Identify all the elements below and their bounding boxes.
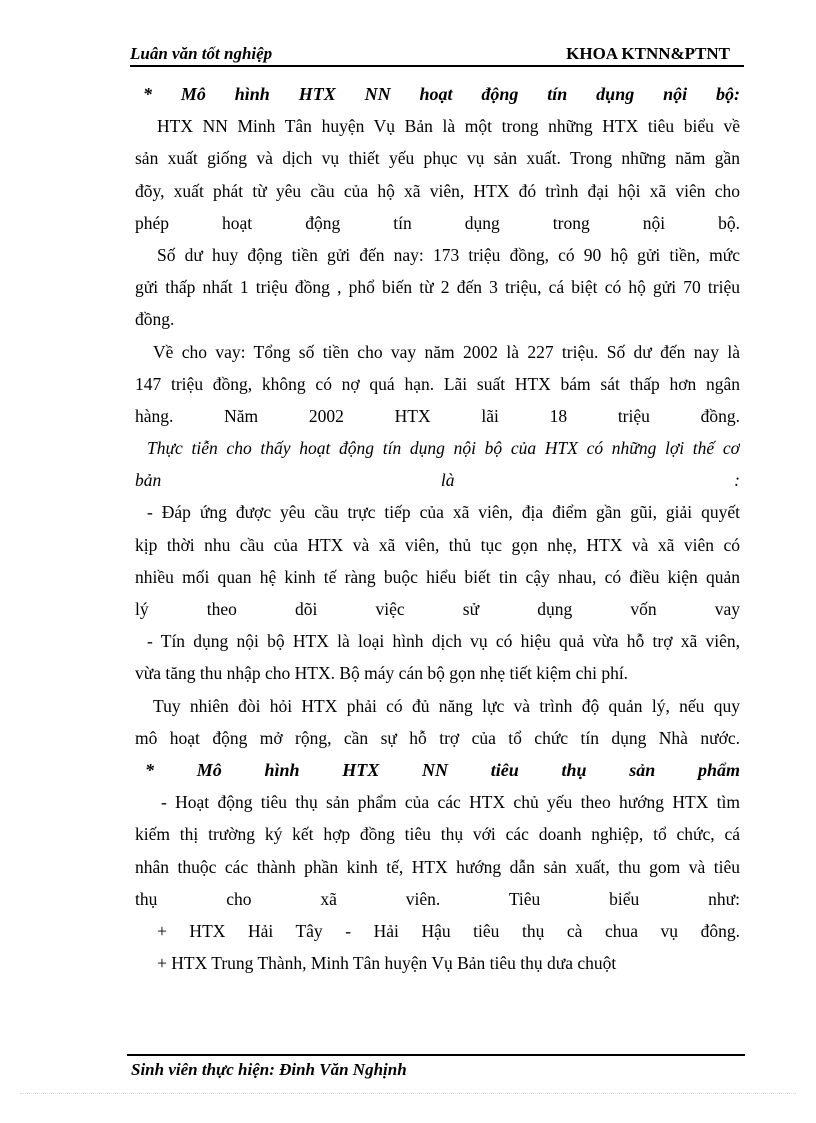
text-line: nhân thuộc các thành phần kinh tế, HTX hướng dẫn sản xuất, thu gom và tiêu [135, 856, 740, 877]
text-line: đồng. [135, 309, 175, 330]
section-heading: * Mô hình HTX NN hoạt động tín dụng nội bộ: [143, 84, 740, 104]
text-line: phép hoạt động tín dụng trong nội bộ. [135, 212, 740, 233]
header-faculty: KHOA KTNN&PTNT [566, 44, 730, 63]
text-line: - Hoạt động tiêu thụ sản phẩm của các HTX chủ yếu theo hướng HTX tìm [161, 792, 740, 813]
text-line: + HTX Trung Thành, Minh Tân huyện Vụ Bản tiêu thụ dưa chuột [157, 953, 617, 974]
header-rule [130, 65, 744, 67]
text-line: lý theo dõi việc sử dụng vốn vay [135, 599, 740, 619]
page-header [130, 44, 744, 64]
text-line: kiếm thị trường ký kết hợp đồng tiêu thụ với các doanh nghiệp, tổ chức, cá [135, 824, 740, 845]
text-line: Về cho vay: Tổng số tiền cho vay năm 2002 là 227 triệu. Số dư đến nay là [153, 341, 740, 362]
text-line: gửi thấp nhất 1 triệu đồng , phổ biến từ 2 đến 3 triệu, cá biệt có hộ gửi 70 triệu [135, 277, 740, 298]
header-thesis-title: Luân văn tốt nghiệp [130, 44, 273, 63]
text-line: 147 triệu đồng, không có nợ quá hạn. Lãi suất HTX bám sát thấp hơn ngân [135, 373, 740, 394]
text-line: Thực tiễn cho thấy hoạt động tín dụng nội bộ của HTX có những lợi thế cơ [147, 438, 740, 459]
footer-rule [127, 1054, 745, 1056]
text-line: mô hoạt động mở rộng, cần sự hỗ trợ của tổ chức tín dụng Nhà nước. [135, 727, 740, 748]
text-line: Số dư huy động tiền gửi đến nay: 173 triệu đồng, có 90 hộ gửi tiền, mức [157, 244, 740, 265]
text-line: - Tín dụng nội bộ HTX là loại hình dịch vụ có hiệu quả vừa hỗ trợ xã viên, [147, 631, 740, 652]
footer-author: Sinh viên thực hiện: Đinh Văn Nghịnh [131, 1060, 407, 1079]
text-line: bản là : [135, 470, 740, 491]
text-line: nhiều mối quan hệ kinh tế ràng buộc hiểu biết tin cậy nhau, có điều kiện quản [135, 566, 740, 587]
text-line: - Đáp ứng được yêu cầu trực tiếp của xã viên, địa điểm gần gũi, giải quyết [147, 502, 740, 523]
document-body [135, 78, 740, 979]
text-line: sản xuất giống và dịch vụ thiết yếu phục vụ sản xuất. Trong những năm gần [135, 148, 740, 169]
text-line: + HTX Hải Tây - Hải Hậu tiêu thụ cà chua vụ đông. [157, 920, 740, 941]
page-bottom-dotted-border [20, 1093, 796, 1094]
text-line: Tuy nhiên đòi hỏi HTX phải có đủ năng lực và trình độ quản lý, nếu quy [153, 695, 740, 716]
text-line: kịp thời nhu cầu của HTX và xã viên, thủ tục gọn nhẹ, HTX và xã viên có [135, 534, 740, 555]
text-line: vừa tăng thu nhập cho HTX. Bộ máy cán bộ gọn nhẹ tiết kiệm chi phí. [135, 663, 629, 684]
text-line: thụ cho xã viên. Tiêu biểu như: [135, 888, 740, 909]
text-line: hàng. Năm 2002 HTX lãi 18 triệu đồng. [135, 405, 740, 426]
text-line: HTX NN Minh Tân huyện Vụ Bản là một trong những HTX tiêu biểu về [157, 116, 740, 137]
section-heading: * Mô hình HTX NN tiêu thụ sản phẩm [145, 759, 740, 780]
text-line: đõy, xuất phát từ yêu cầu của hộ xã viên, HTX đó trình đại hội xã viên cho [135, 180, 740, 201]
